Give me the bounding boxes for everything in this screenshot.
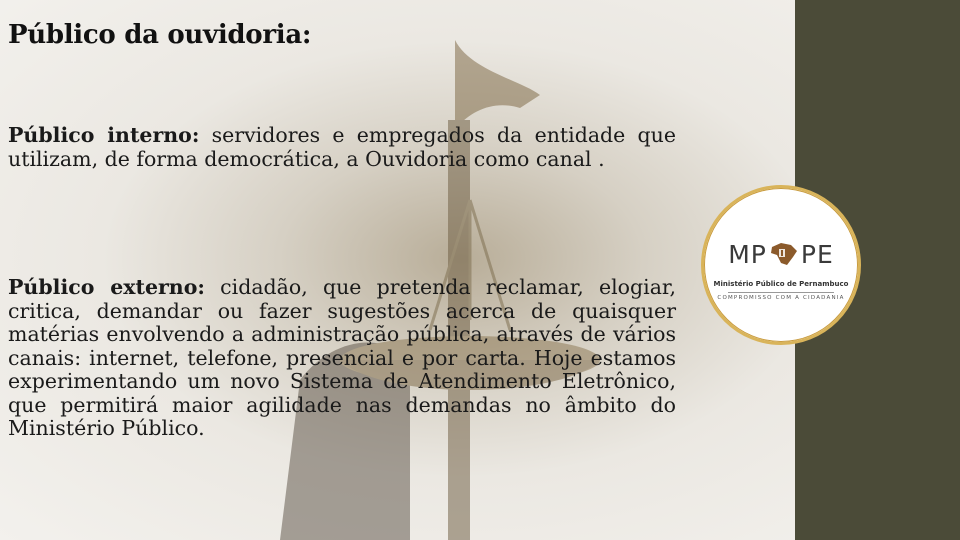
logo-mark-right: PE <box>800 240 834 269</box>
paragraph-label: Público externo: <box>8 275 205 299</box>
logo-mark-left: MP <box>728 240 767 269</box>
logo-divider <box>728 292 834 293</box>
logo-tagline: COMPROMISSO COM A CIDADANIA <box>717 295 845 301</box>
logo-mark <box>704 240 858 269</box>
paragraph-text: servidores e empregados da entidade que utilizam, de forma democrática, a Ouvidoria como canal . <box>8 123 676 171</box>
page-title: Público da ouvidoria: <box>8 20 312 50</box>
logo-subtitle: Ministério Público de Pernambuco <box>713 280 849 288</box>
paragraph-label: Público interno: <box>8 123 200 147</box>
paragraph-public-internal <box>8 124 676 171</box>
paragraph-text: cidadão, que pretenda reclamar, elogiar, critica, demandar ou fazer sugestões acerca de quaisquer matérias envolvendo a administração pública, através de vários canais: internet, telefone, presencial e por carta. Hoje estamos experimentando um novo Sistema de Atendimento Eletrônico, que permitirá maior agilidade nas demandas no âmbito do Ministério Público. <box>8 275 676 440</box>
paragraph-public-external <box>8 276 676 441</box>
brazil-map-emblem-icon <box>769 241 799 267</box>
mppe-logo <box>701 185 861 345</box>
